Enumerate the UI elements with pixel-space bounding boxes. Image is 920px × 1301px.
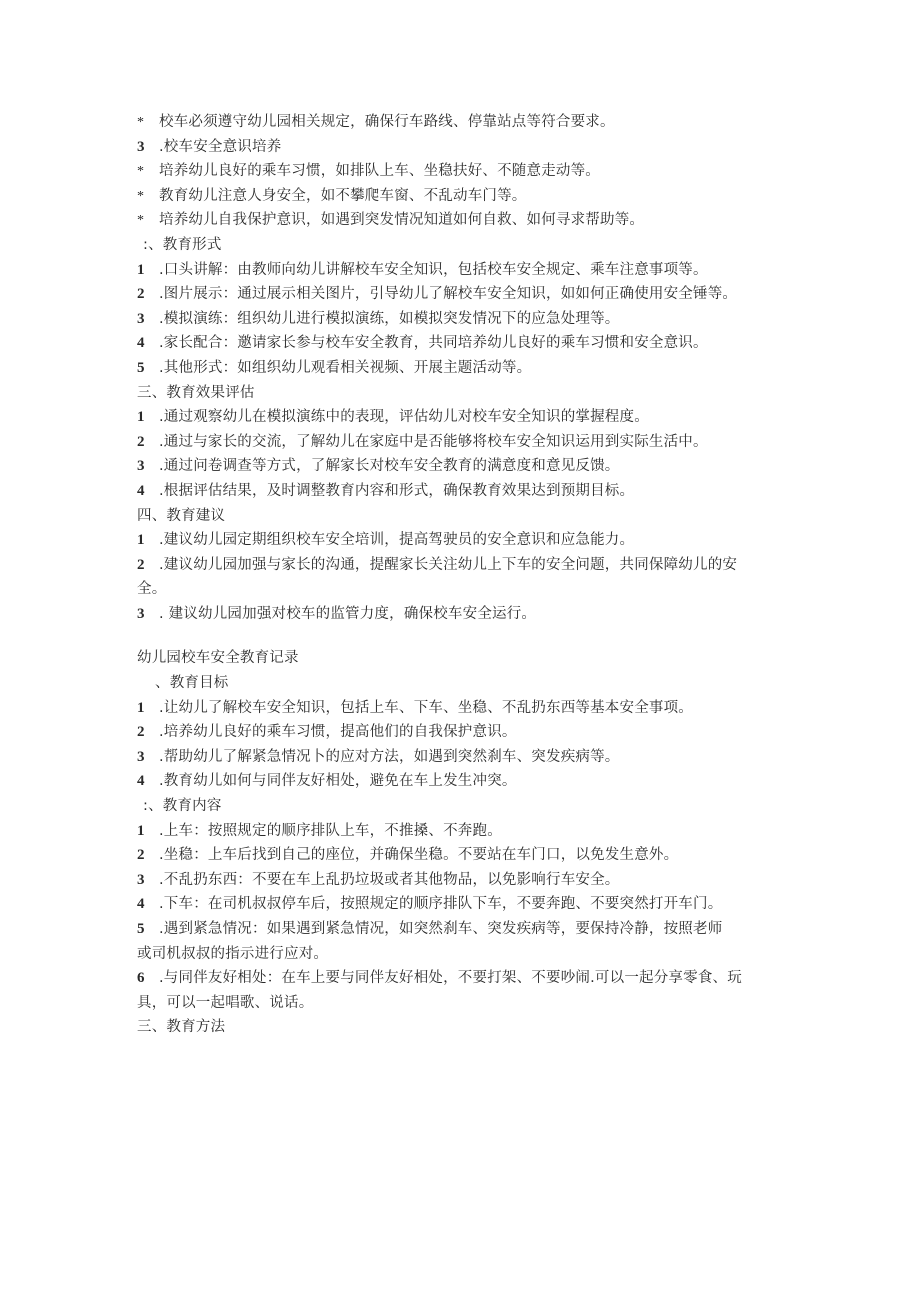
bullet-item <box>137 110 787 135</box>
item-text: .让幼儿了解校车安全知识，包括上车、下车、坐稳、不乱扔东西等基本安全事项。 <box>159 699 694 716</box>
item-number: 5 <box>137 359 145 376</box>
bullet-text: 校车必须遵守幼儿园相关规定，确保行车路线、停靠站点等符合要求。 <box>159 114 615 130</box>
item-number: 2 <box>137 847 145 864</box>
bullet-text: 培养幼儿良好的乘车习惯，如排队上车、坐稳扶好、不随意走动等。 <box>159 163 600 180</box>
item-text: .建议幼儿园加强与家长的沟通，提醒家长关注幼儿上下车的安全问题，共同保障幼儿的安 <box>159 556 738 573</box>
numbered-item <box>137 553 787 578</box>
item-text: .其他形式：如组织幼儿观看相关视频、开展主题活动等。 <box>159 359 532 376</box>
section-heading: 、教育目标 <box>155 675 229 692</box>
document-body <box>137 110 787 1040</box>
numbered-item <box>137 696 787 721</box>
numbered-item <box>137 528 787 553</box>
item-number: 3 <box>137 458 145 475</box>
bullet-item <box>137 208 787 233</box>
item-text: .下车：在司机叔叔停车后，按照规定的顺序排队下车，不要奔跑、不要突然打开车门。 <box>159 896 723 913</box>
item-number: 1 <box>137 261 145 278</box>
item-text: .建议幼儿园定期组织校车安全培训，提高驾驶员的安全意识和应急能力。 <box>159 532 635 549</box>
numbered-item <box>137 602 787 627</box>
numbered-item <box>137 745 787 770</box>
section-heading: 三、教育方法 <box>137 1019 226 1036</box>
section-heading: 三、教育效果评估 <box>137 384 255 401</box>
item-text: .遇到紧急情况：如果遇到紧急情况，如突然刹车、突发疾病等，要保持冷静，按照老师 <box>159 921 723 937</box>
numbered-item <box>137 917 787 942</box>
item-text: .模拟演练：组织幼儿进行模拟演练，如模拟突发情况下的应急处理等。 <box>159 310 620 327</box>
item-text: .通过问卷调查等方式，了解家长对校车安全教育的满意度和意见反馈。 <box>159 458 620 475</box>
numbered-item <box>137 479 787 504</box>
item-number: 6 <box>137 970 145 987</box>
item-number: 2 <box>137 433 145 450</box>
numbered-item <box>137 405 787 430</box>
paragraph-gap <box>137 626 787 646</box>
bullet-text: 培养幼儿自我保护意识，如遇到突发情况知道如何自救、如何寻求帮助等。 <box>159 212 645 229</box>
item-text: .通过观察幼儿在模拟演练中的表现，评估幼儿对校车安全知识的掌握程度。 <box>159 409 649 426</box>
section-heading: 四、教育建议 <box>137 507 226 524</box>
numbered-item <box>137 356 787 381</box>
item-continuation: 或司机叔叔的指示进行应对。 <box>137 945 329 962</box>
item-number: 3 <box>137 138 145 155</box>
numbered-item <box>137 720 787 745</box>
item-text: .坐稳：上车后找到自己的座位，并确保坐稳。不要站在车门口，以免发生意外。 <box>159 847 679 864</box>
numbered-item <box>137 819 787 844</box>
numbered-item <box>137 430 787 455</box>
section-heading: :、教育内容 <box>143 798 222 815</box>
item-number: 4 <box>137 773 145 790</box>
numbered-item <box>137 307 787 332</box>
bullet-star-icon: * <box>137 188 145 204</box>
item-text: .教育幼儿如何与同伴友好相处，避免在车上发生冲突。 <box>159 773 517 790</box>
item-text: .培养幼儿良好的乘车习惯，提高他们的自我保护意识。 <box>159 724 517 741</box>
item-text: .根据评估结果，及时调整教育内容和形式，确保教育效果达到预期目标。 <box>159 482 635 499</box>
item-text: .帮助幼儿了解紧急情况卜的应对方法，如遇到突然刹车、突发疾病等。 <box>159 748 620 765</box>
item-number: 3 <box>137 310 145 327</box>
item-number: 4 <box>137 896 145 913</box>
bullet-item <box>137 159 787 184</box>
bullet-star-icon: * <box>137 115 145 130</box>
item-text: .家长配合：邀请家长参与校车安全教育，共同培养幼儿良好的乘车习惯和安全意识。 <box>159 335 708 352</box>
item-text: .校车安全意识培养 <box>159 138 282 155</box>
item-number: 4 <box>137 335 145 352</box>
item-number: 3 <box>137 748 145 765</box>
bullet-star-icon: * <box>137 213 145 229</box>
numbered-item <box>137 454 787 479</box>
numbered-item <box>137 769 787 794</box>
bullet-star-icon: * <box>137 164 145 180</box>
numbered-item <box>137 258 787 283</box>
item-number: 2 <box>137 286 145 303</box>
item-number: 1 <box>137 822 145 839</box>
item-text: .口头讲解：由教师向幼儿讲解校车安全知识，包括校车安全规定、乘车注意事项等。 <box>159 261 708 278</box>
item-text: .图片展示：通过展示相关图片，引导幼儿了解校车安全知识，如如何正确使用安全锤等。 <box>159 286 738 303</box>
item-number: 4 <box>137 482 145 499</box>
item-text: .上车：按照规定的顺序排队上车，不推搡、不奔跑。 <box>159 822 502 839</box>
bullet-text: 教育幼儿注意人身安全，如不攀爬车窗、不乱动车门等。 <box>159 187 527 204</box>
document-title: 幼儿园校车安全教育记录 <box>137 650 299 667</box>
item-text: .与同伴友好相处：在车上要与同伴友好相处，不要打架、不要吵闹.可以一起分享零食、玩 <box>159 970 742 987</box>
item-text: .通过与家长的交流，了解幼儿在家庭中是否能够将校车安全知识运用到实际生活中。 <box>159 433 708 450</box>
item-number: 1 <box>137 409 145 426</box>
item-number: 5 <box>137 921 145 937</box>
numbered-item <box>137 892 787 917</box>
item-number: 1 <box>137 699 145 716</box>
item-text: .不乱扔东西：不要在车上乱扔垃圾或者其他物品，以免影响行车安全。 <box>159 871 620 888</box>
numbered-item <box>137 966 787 991</box>
item-number: 2 <box>137 724 145 741</box>
item-number: 3 <box>137 871 145 888</box>
numbered-item <box>137 282 787 307</box>
numbered-item <box>137 868 787 893</box>
numbered-item <box>137 843 787 868</box>
numbered-item <box>137 135 787 160</box>
item-number: 2 <box>137 556 145 573</box>
item-text: . 建议幼儿园加强对校车的监管力度，确保校车安全运行。 <box>159 605 537 622</box>
numbered-item <box>137 331 787 356</box>
item-continuation: 具，可以一起唱歌、说话。 <box>137 994 314 1011</box>
bullet-item <box>137 184 787 209</box>
item-number: 3 <box>137 605 145 622</box>
item-number: 1 <box>137 532 145 549</box>
section-heading: :、教育形式 <box>143 236 222 253</box>
item-continuation: 全。 <box>137 581 167 598</box>
